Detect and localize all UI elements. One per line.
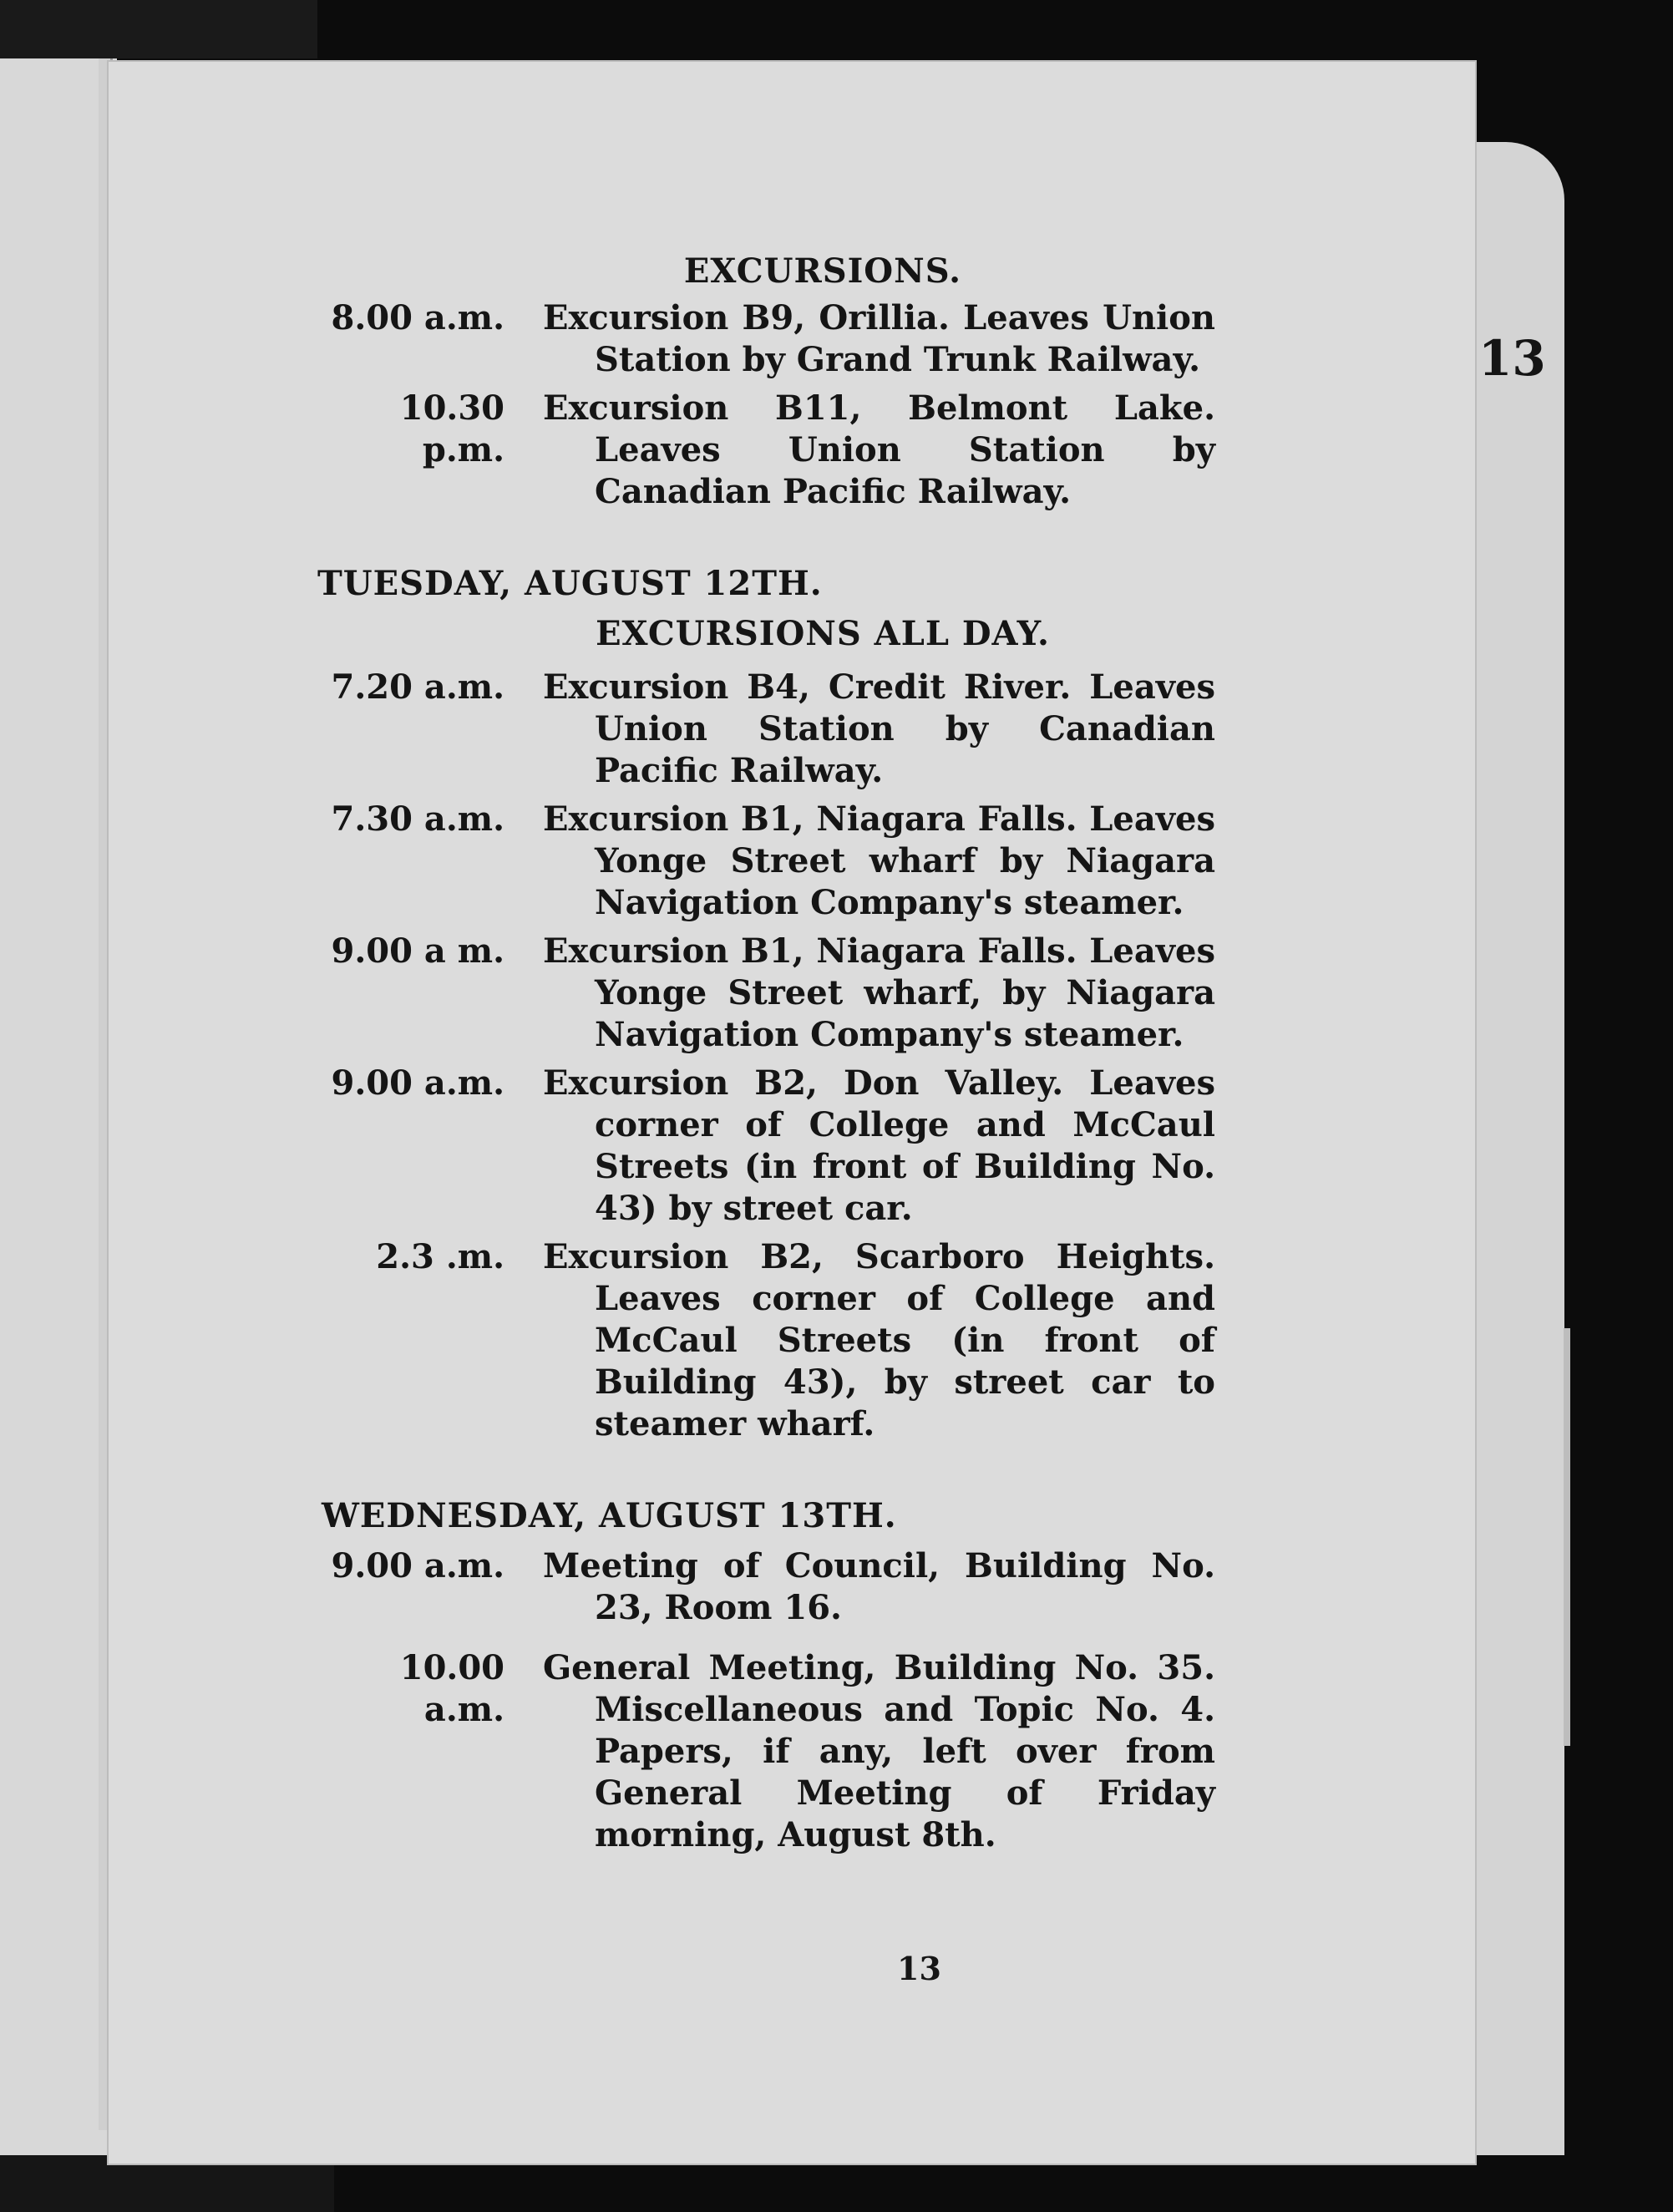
- entry-description: Excursion B2, Scarboro Heights. Leaves corner of College and McCaul Streets (in front of Building 43), by street car to steamer wharf.: [543, 1237, 1215, 1443]
- entry-time: 7.20 a.m.: [331, 667, 504, 707]
- entry-description: Excursion B1, Niagara Falls. Leaves Yonge Street wharf, by Niagara Navigation Company's steamer.: [543, 931, 1215, 1054]
- entry-description: Excursion B4, Credit River. Leaves Union Station by Canadian Pacific Railway.: [543, 667, 1215, 790]
- section-heading-excursions: EXCURSIONS.: [683, 251, 962, 291]
- schedule-entry: [326, 388, 1286, 513]
- schedule-entry: [326, 799, 1286, 924]
- section-heading-excursions-all-day: EXCURSIONS ALL DAY.: [596, 614, 1050, 653]
- page-content: [317, 251, 1286, 1863]
- schedule-entry: [326, 931, 1286, 1056]
- entry-description: Meeting of Council, Building No. 23, Room 16.: [543, 1546, 1215, 1627]
- next-page-edge: [1470, 142, 1564, 2155]
- scan-top-corner: [0, 0, 317, 58]
- schedule-entry: [326, 1545, 1286, 1629]
- day-heading-tuesday: TUESDAY, AUGUST 12TH.: [317, 564, 823, 603]
- entry-time: 2.3 .m.: [376, 1237, 504, 1276]
- entry-description: Excursion B1, Niagara Falls. Leaves Yonge Street wharf by Niagara Navigation Company's steamer.: [543, 799, 1215, 922]
- schedule-entry: [326, 667, 1286, 792]
- schedule-entry: [326, 1647, 1286, 1856]
- entry-description: Excursion B11, Belmont Lake. Leaves Union Station by Canadian Pacific Railway.: [543, 388, 1215, 511]
- page-number: 13: [897, 1950, 941, 1987]
- schedule-entry: [326, 1236, 1286, 1445]
- next-page-number: 13: [1478, 330, 1546, 387]
- next-page-tab: [1564, 1328, 1570, 1746]
- entry-time: 10.30 p.m.: [399, 388, 504, 469]
- day-heading-wednesday: WEDNESDAY, AUGUST 13TH.: [322, 1496, 897, 1535]
- entry-description: General Meeting, Building No. 35. Miscellaneous and Topic No. 4. Papers, if any, left over from General Meeting of Friday morning, August 8th.: [543, 1648, 1215, 1854]
- entry-description: Excursion B9, Orillia. Leaves Union Station by Grand Trunk Railway.: [543, 298, 1215, 379]
- schedule-entry: [326, 1063, 1286, 1230]
- entry-description: Excursion B2, Don Valley. Leaves corner of College and McCaul Streets (in front of Building No. 43) by street car.: [543, 1063, 1215, 1228]
- entry-time: 9.00 a m.: [331, 931, 504, 971]
- entry-time: 9.00 a.m.: [331, 1546, 504, 1585]
- schedule-entry: [326, 297, 1286, 381]
- entry-time: 10.00 a.m.: [399, 1648, 504, 1729]
- entry-time: 7.30 a.m.: [331, 799, 504, 839]
- entry-time: 8.00 a.m.: [331, 298, 504, 337]
- entry-time: 9.00 a.m.: [331, 1063, 504, 1103]
